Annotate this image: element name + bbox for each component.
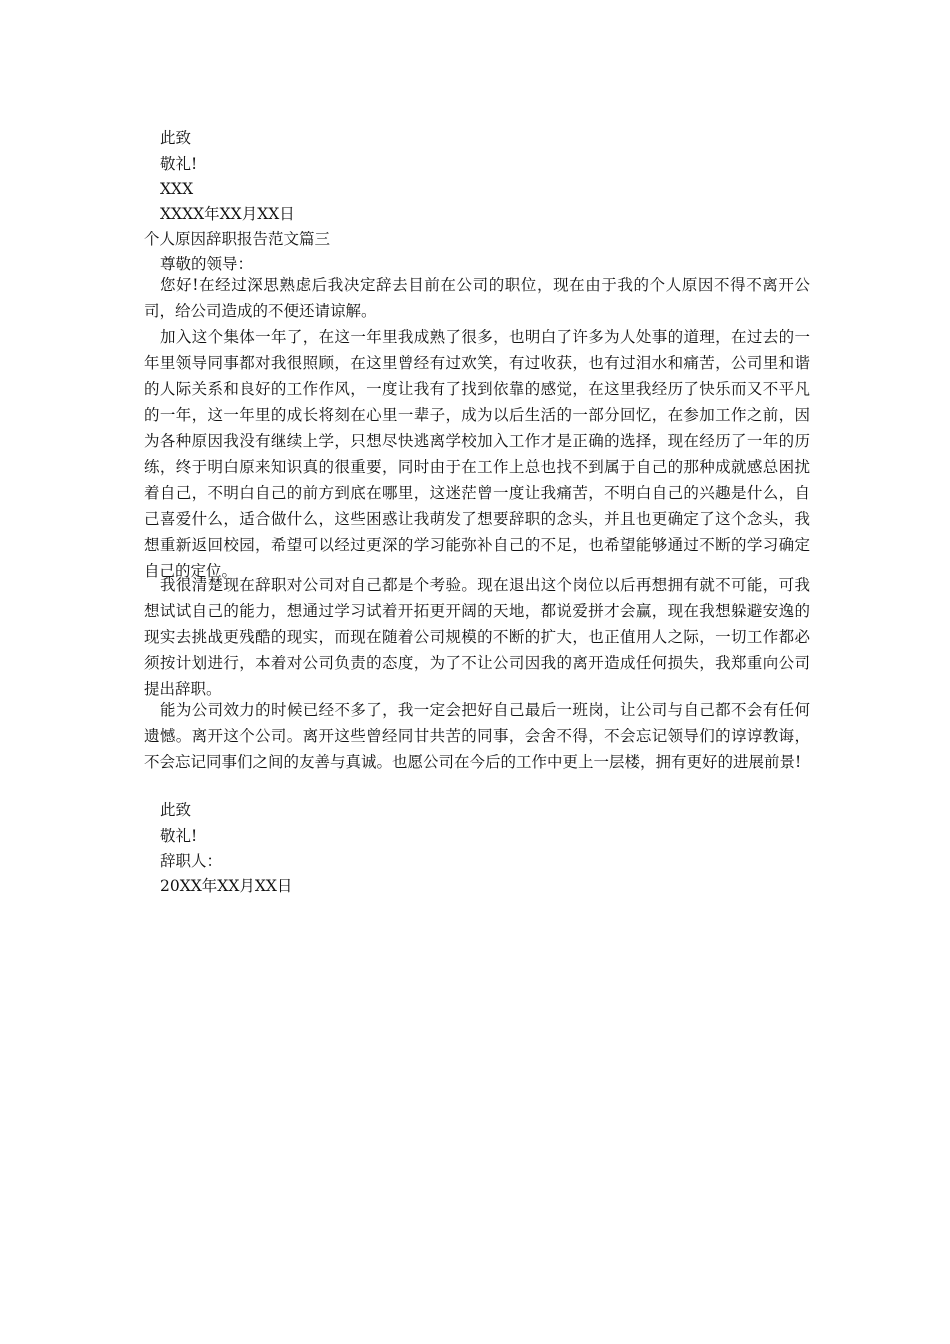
greeting: 尊敬的领导： <box>160 255 254 273</box>
closing-salute: 此致 <box>160 801 192 819</box>
date-top: XXXX年XX月XX日 <box>160 205 295 223</box>
closing-date: 20XX年XX月XX日 <box>160 877 293 895</box>
paragraph-3: 我很清楚现在辞职对公司对自己都是个考验。现在退出这个岗位以后再想拥有就不可能，可我想试试自己的能力，想通过学习试着开拓更开阔的天地，都说爱拼才会赢，现在我想躲避安逸的现实去挑战更残酷的现实，而现在随着公司规模的不断的扩大，也正值用人之际，一切工作都必须按计划进行，本着对公司负责的态度，为了不让公司因我的离开造成任何损失，我郑重向公司提出辞职。 <box>144 576 810 698</box>
paragraph-4: 能为公司效力的时候已经不多了，我一定会把好自己最后一班岗，让公司与自己都不会有任何遗憾。离开这个公司。离开这些曾经同甘共苦的同事，会舍不得，不会忘记领导们的谆谆教诲，不会忘记同事们之间的友善与真诚。也愿公司在今后的工作中更上一层楼，拥有更好的进展前景! <box>144 701 810 771</box>
signer-top: XXX <box>160 180 194 198</box>
paragraph-2: 加入这个集体一年了，在这一年里我成熟了很多，也明白了许多为人处事的道理，在过去的一年里领导同事都对我很照顾，在这里曾经有过欢笑，有过收获，也有过泪水和痛苦，公司里和谐的人际关系和良好的工作作风，一度让我有了找到依靠的感觉，在这里我经历了快乐而又不平凡的一年，这一年里的成长将刻在心里一辈子，成为以后生活的一部分回忆，在参加工作之前，因为各种原因我没有继续上学，只想尽快逃离学校加入工作才是正确的选择，现在经历了一年的历练，终于明白原来知识真的很重要，同时由于在工作上总也找不到属于自己的那种成就感总困扰着自己，不明白自己的前方到底在哪里，这迷茫曾一度让我痛苦，不明白自己的兴趣是什么，自己喜爱什么，适合做什么，这些困惑让我萌发了想要辞职的念头，并且也更确定了这个念头，我想重新返回校园，希望可以经过更深的学习能弥补自己的不足，也希望能够通过不断的学习确定自己的定位。 <box>144 328 810 580</box>
closing-regards-top: 敬礼! <box>160 155 198 173</box>
section-title: 个人原因辞职报告范文篇三 <box>144 230 331 248</box>
closing-salute-top: 此致 <box>160 129 192 147</box>
paragraph-1: 您好!在经过深思熟虑后我决定辞去目前在公司的职位，现在由于我的个人原因不得不离开公司，给公司造成的不便还请谅解。 <box>144 276 810 320</box>
signer-label: 辞职人： <box>160 852 223 870</box>
closing-regards: 敬礼! <box>160 827 198 845</box>
